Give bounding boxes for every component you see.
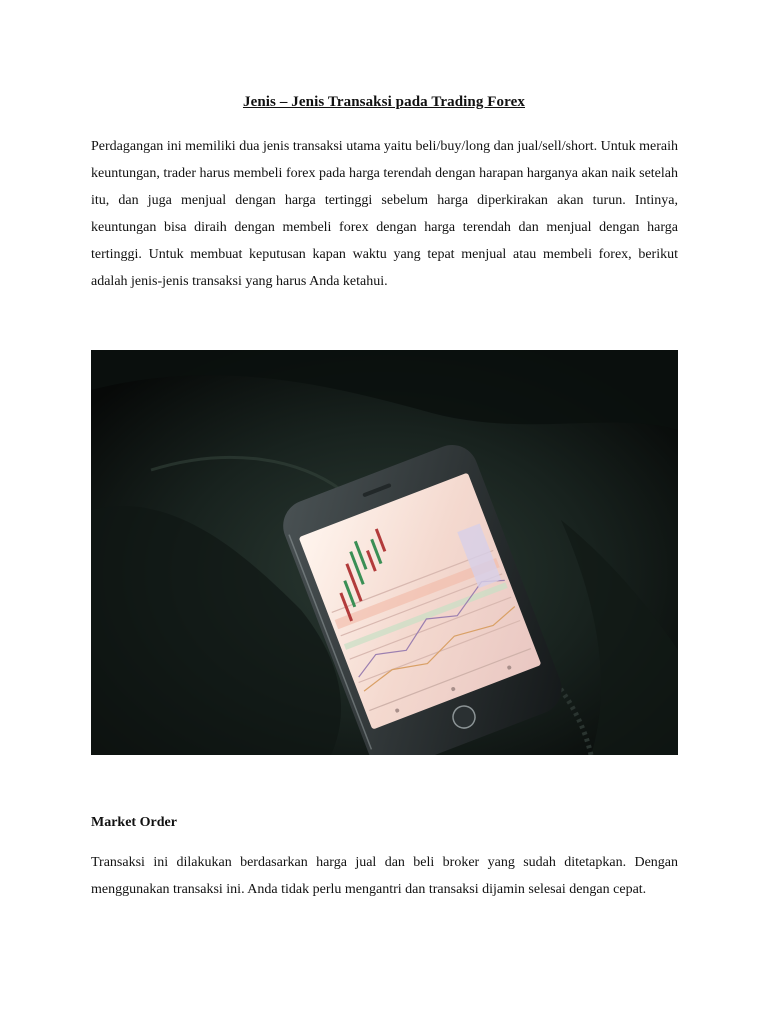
page-title: Jenis – Jenis Transaksi pada Trading Forex — [242, 94, 526, 110]
market-order-paragraph: Transaksi ini dilakukan berdasarkan harga jual dan beli broker yang sudah ditetapkan. Dengan menggunakan transaksi ini. Anda tidak perlu mengantri dan transaksi dijamin selesai dengan cepat. — [91, 855, 678, 897]
intro-paragraph: Perdagangan ini memiliki dua jenis transaksi utama yaitu beli/buy/long dan jual/sell/short. Untuk meraih keuntungan, trader harus membeli forex pada harga terendah dengan harapan harganya akan naik setelah itu, dan juga menjual dengan harga tertinggi sebelum harga diperkirakan akan turun. Intinya, keuntungan bisa diraih dengan membeli forex dengan harga terendah dan menjual dengan harga tertinggi. Untuk membuat keputusan kapan waktu yang tepat menjual atau membeli forex, berikut adalah jenis-jenis transaksi yang harus Anda ketahui. — [91, 139, 678, 289]
phone-photo — [91, 350, 678, 755]
section-heading-market-order: Market Order — [91, 815, 177, 830]
